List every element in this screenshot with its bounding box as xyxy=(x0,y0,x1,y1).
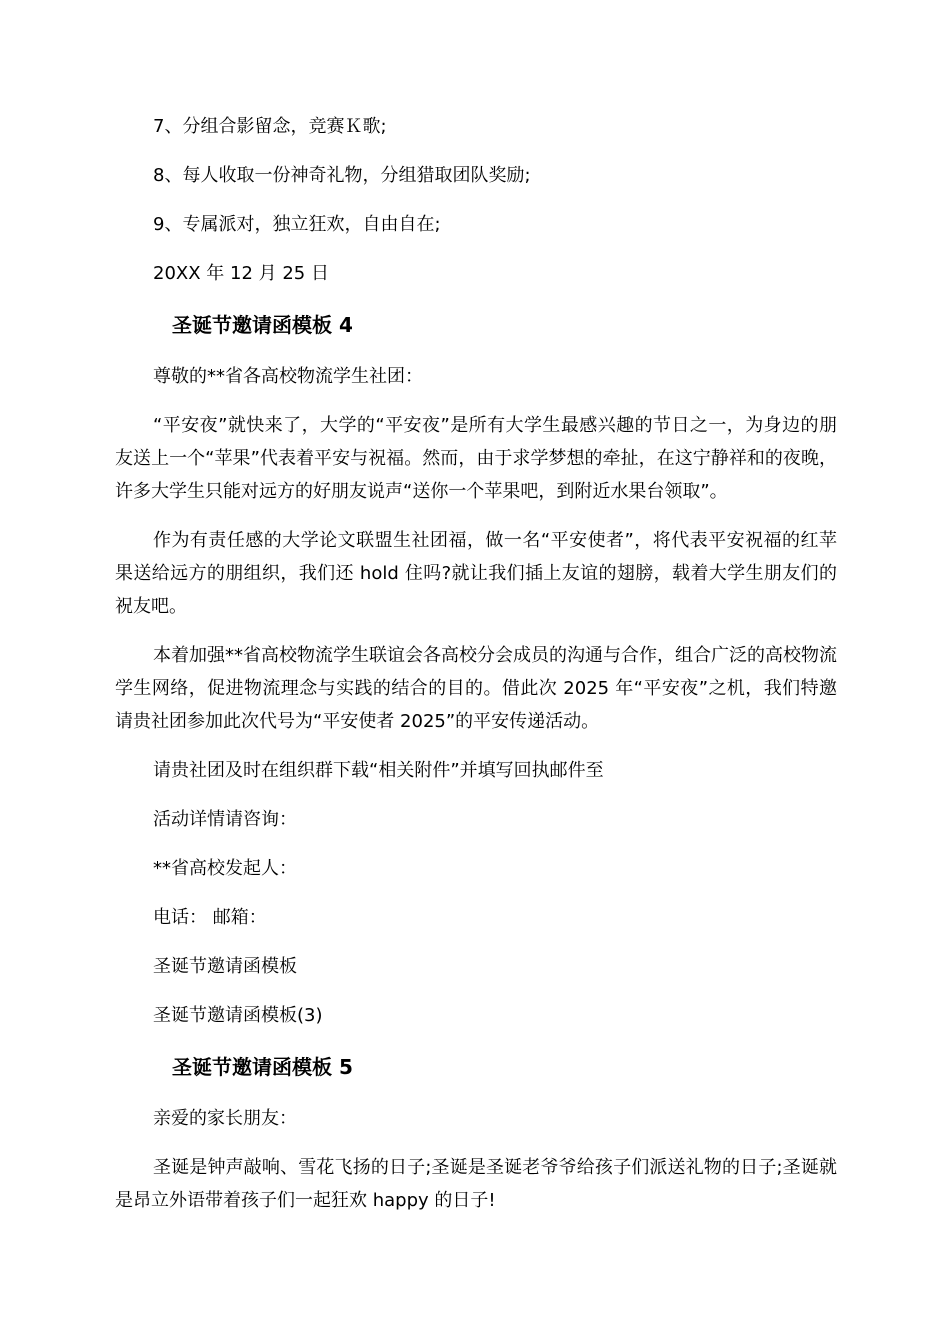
section-4-title: 圣诞节邀请函模板 4 xyxy=(172,313,353,337)
section-5-salutation: 亲爱的家长朋友： xyxy=(153,1108,297,1129)
section-4-line-initiator: **省高校发起人： xyxy=(153,858,297,879)
date-line: 20XX 年 12 月 25 日 xyxy=(153,263,329,284)
section-5-paragraph-1: 圣诞是钟声敲响、雪花飞扬的日子;圣诞是圣诞老爷爷给孩子们派送礼物的日子;圣诞就是昂立外语带着孩子们一起狂欢 happy 的日子! xyxy=(115,1157,837,1211)
list-item-7: 7、分组合影留念，竞赛Ｋ歌; xyxy=(153,116,387,137)
section-4-paragraph-2: 作为有责任感的大学论文联盟生社团福，做一名“平安使者”，将代表平安祝福的红苹果送给远方的朋组织，我们还 hold 住吗?就让我们插上友谊的翅膀，载着大学生朋友们的祝友吧。 xyxy=(115,530,837,617)
section-4-line-template-3: 圣诞节邀请函模板(3) xyxy=(153,1005,323,1026)
section-4-line-template: 圣诞节邀请函模板 xyxy=(153,956,297,977)
section-4-line-download: 请贵社团及时在组织群下载“相关附件”并填写回执邮件至 xyxy=(153,760,604,781)
section-4-salutation: 尊敬的**省各高校物流学生社团： xyxy=(153,366,423,387)
list-item-9: 9、专属派对，独立狂欢，自由自在; xyxy=(153,214,441,235)
list-item-8: 8、每人收取一份神奇礼物，分组猎取团队奖励; xyxy=(153,165,531,186)
section-4-line-consult: 活动详情请咨询： xyxy=(153,809,297,830)
section-4-paragraph-1: “平安夜”就快来了，大学的“平安夜”是所有大学生最感兴趣的节日之一，为身边的朋友送上一个“苹果”代表着平安与祝福。然而，由于求学梦想的牵扯，在这宁静祥和的夜晚，许多大学生只能对远方的好朋友说声“送你一个苹果吧，到附近水果台领取”。 xyxy=(115,415,837,502)
section-5-title: 圣诞节邀请函模板 5 xyxy=(172,1055,353,1079)
section-4-paragraph-3: 本着加强**省高校物流学生联谊会各高校分会成员的沟通与合作，组合广泛的高校物流学生网络，促进物流理念与实践的结合的目的。借此次 2025 年“平安夜”之机，我们特邀请贵社团参加此次代号为“平安使者 2025”的平安传递活动。 xyxy=(115,645,837,732)
section-4-line-contact: 电话： 邮箱： xyxy=(153,907,267,928)
